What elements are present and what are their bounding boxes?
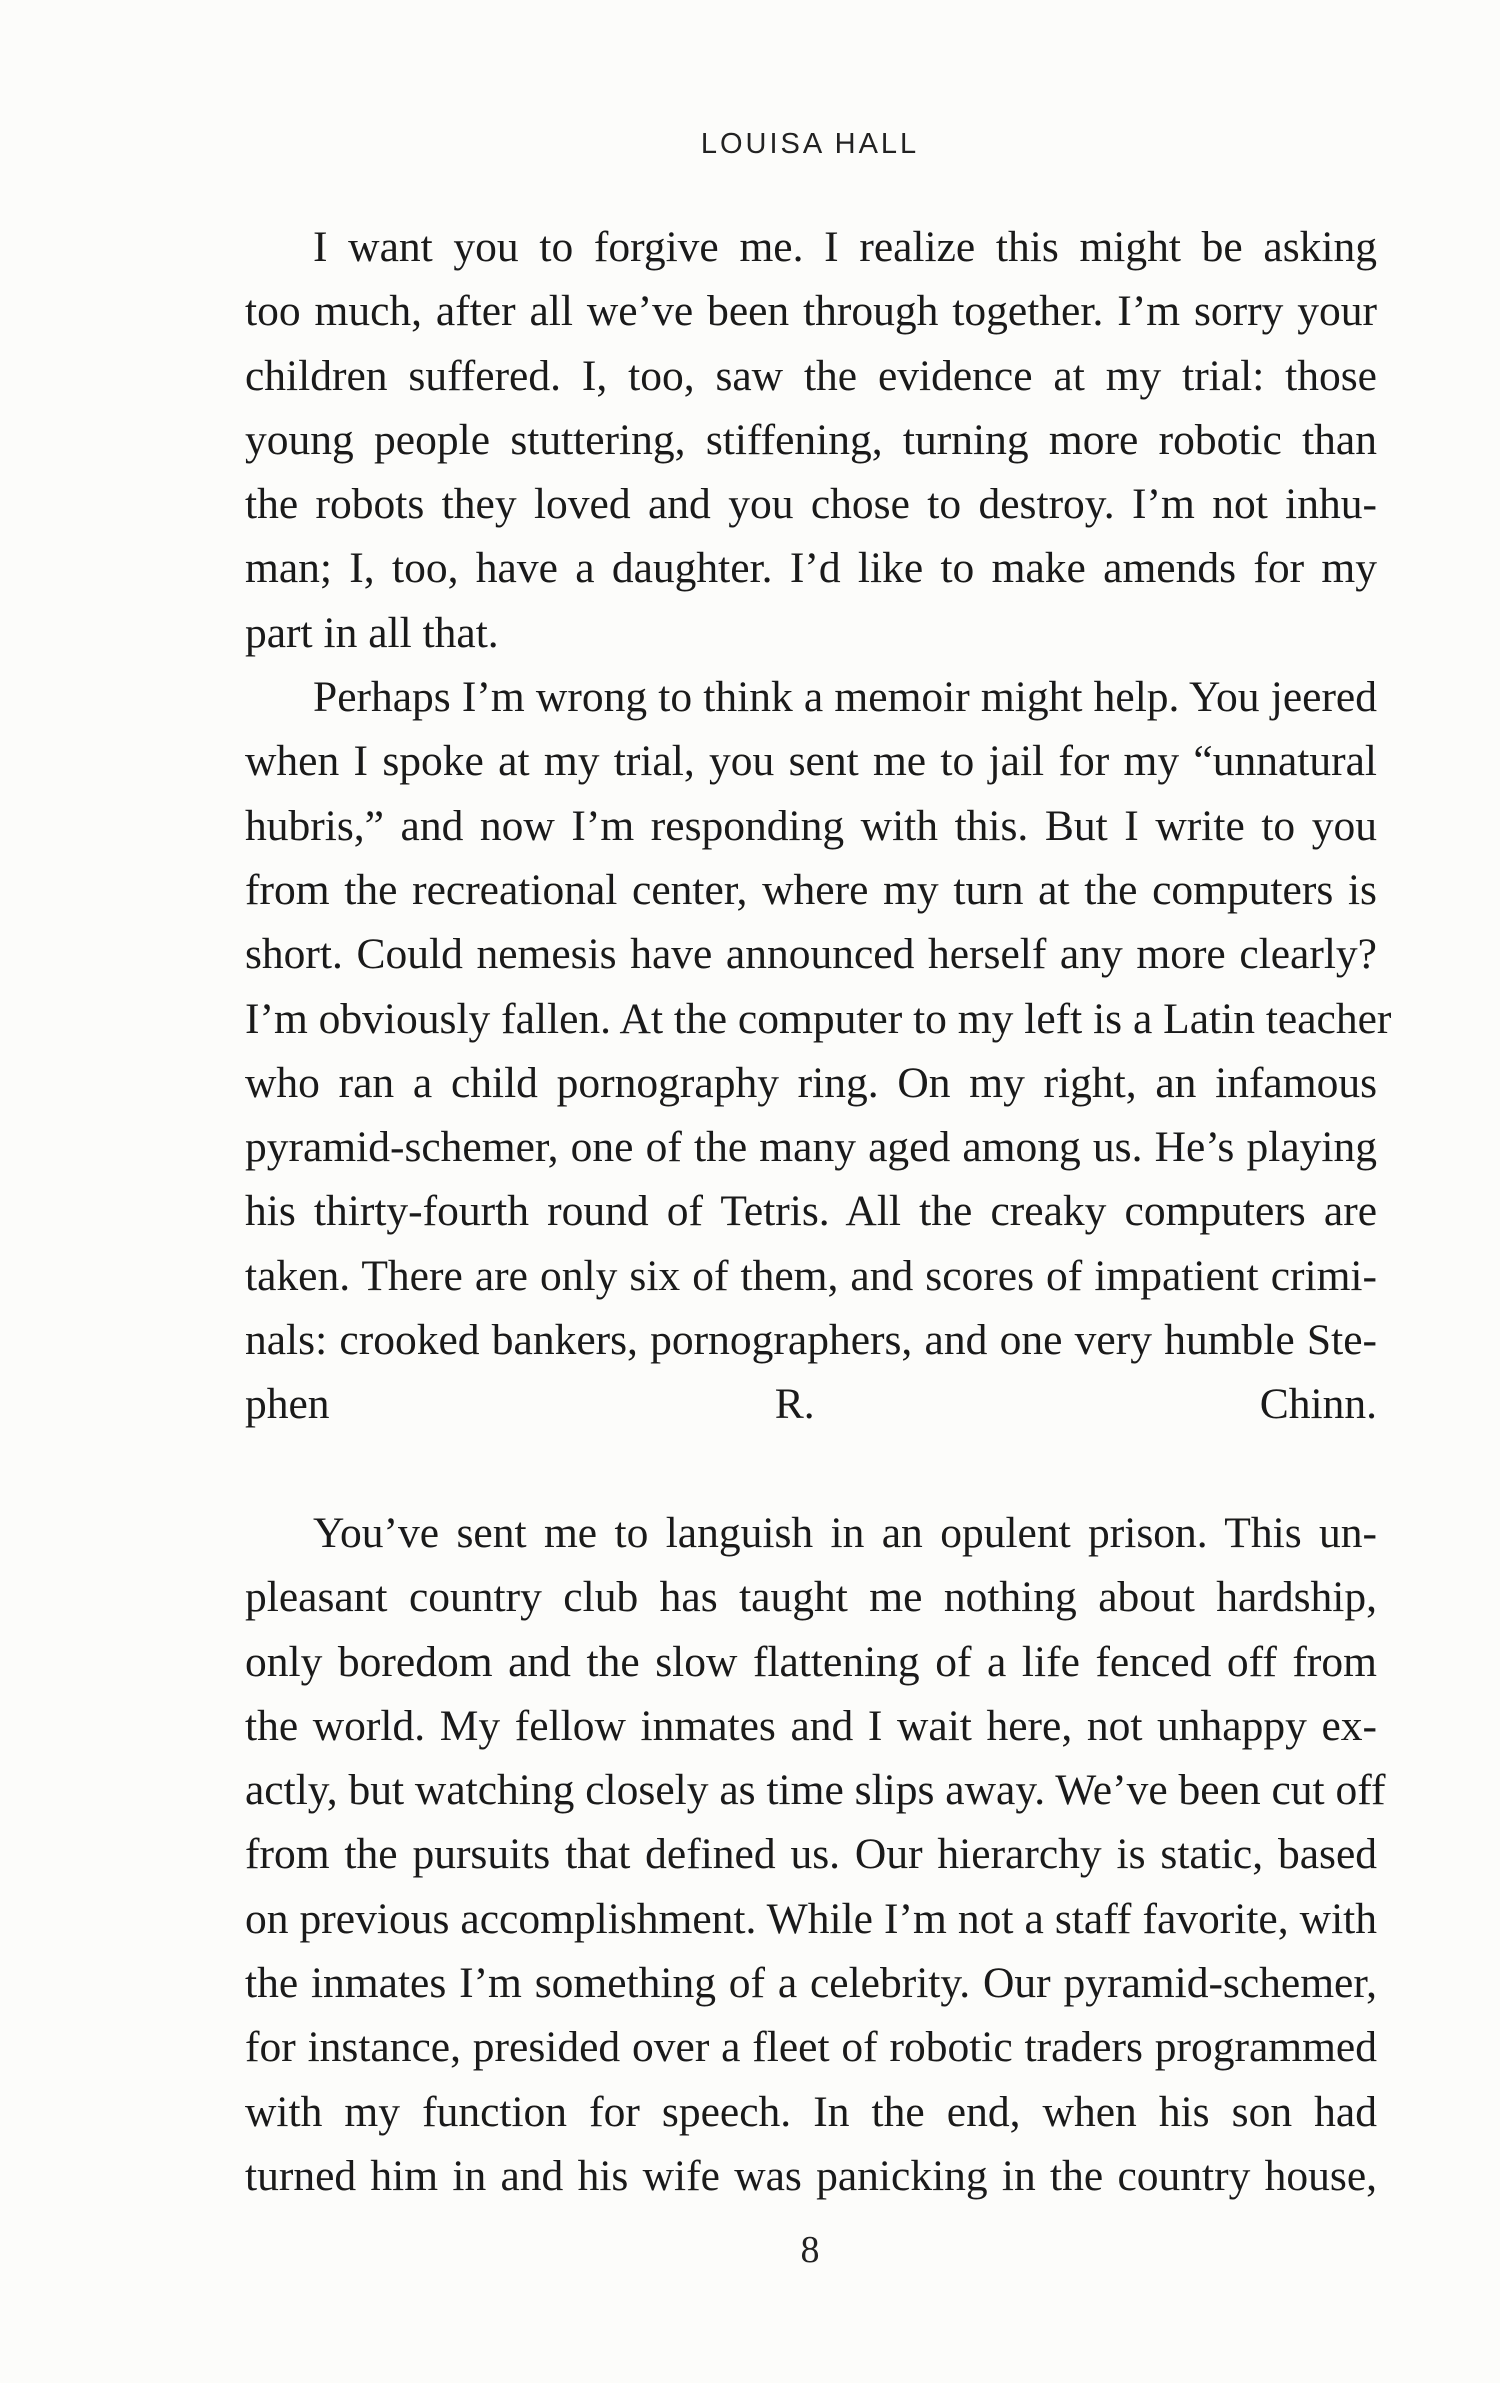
text-line: turned him in and his wife was panicking in the country house, <box>245 2151 1377 2200</box>
body-text <box>245 215 1392 2208</box>
text-line: hubris,” and now I’m responding with this. But I write to you <box>245 801 1377 850</box>
text-line: too much, after all we’ve been through together. I’m sorry your <box>245 287 1377 336</box>
text-line: I want you to forgive me. I realize this might be asking <box>313 223 1377 271</box>
text-line: on previous accomplishment. While I’m not a staff favorite, with <box>245 1894 1377 1943</box>
text-line: man; I, too, have a daughter. I’d like to make amends for my <box>245 544 1377 593</box>
text-line: his thirty-fourth round of Tetris. All the creaky computers are <box>245 1187 1377 1236</box>
text-line: phen R. Chinn. <box>245 1380 1377 1429</box>
text-line: nals: crooked bankers, pornographers, and one very humble Ste- <box>245 1316 1377 1365</box>
text-line: for instance, presided over a fleet of robotic traders programmed <box>245 2023 1377 2072</box>
text-line: the robots they loved and you chose to destroy. I’m not inhu- <box>245 480 1377 529</box>
text-line: only boredom and the slow flattening of a life fenced off from <box>245 1637 1377 1686</box>
text-line: actly, but watching closely as time slips away. We’ve been cut off <box>245 1766 1386 1815</box>
text-line: taken. There are only six of them, and scores of impatient crimi- <box>245 1251 1377 1300</box>
text-line: pyramid-schemer, one of the many aged among us. He’s playing <box>245 1123 1377 1172</box>
text-line: children suffered. I, too, saw the evidence at my trial: those <box>245 351 1377 400</box>
text-line: the inmates I’m something of a celebrity. Our pyramid-schemer, <box>245 1959 1377 2008</box>
text-line: You’ve sent me to languish in an opulent prison. This un- <box>313 1508 1377 1557</box>
text-line: young people stuttering, stiffening, turning more robotic than <box>245 415 1377 464</box>
running-head: LOUISA HALL <box>700 128 920 160</box>
text-line: with my function for speech. In the end, when his son had <box>245 2087 1377 2136</box>
text-line: when I spoke at my trial, you sent me to jail for my “unnatural <box>245 737 1377 786</box>
text-line: from the recreational center, where my turn at the computers is <box>245 865 1377 914</box>
text-line: I’m obviously fallen. At the computer to my left is a Latin teacher <box>245 994 1392 1043</box>
page-number: 8 <box>800 2229 820 2271</box>
text-line: from the pursuits that defined us. Our hierarchy is static, based <box>245 1830 1377 1879</box>
text-line <box>245 1437 1377 1501</box>
text-line: short. Could nemesis have announced herself any more clearly? <box>245 930 1377 979</box>
text-line: pleasant country club has taught me nothing about hardship, <box>245 1573 1377 1622</box>
text-line: the world. My fellow inmates and I wait here, not unhappy ex- <box>245 1701 1377 1750</box>
text-line: Perhaps I’m wrong to think a memoir might help. You jeered <box>313 673 1377 722</box>
text-line: part in all that. <box>245 608 499 657</box>
text-line: who ran a child pornography ring. On my right, an infamous <box>245 1058 1377 1107</box>
